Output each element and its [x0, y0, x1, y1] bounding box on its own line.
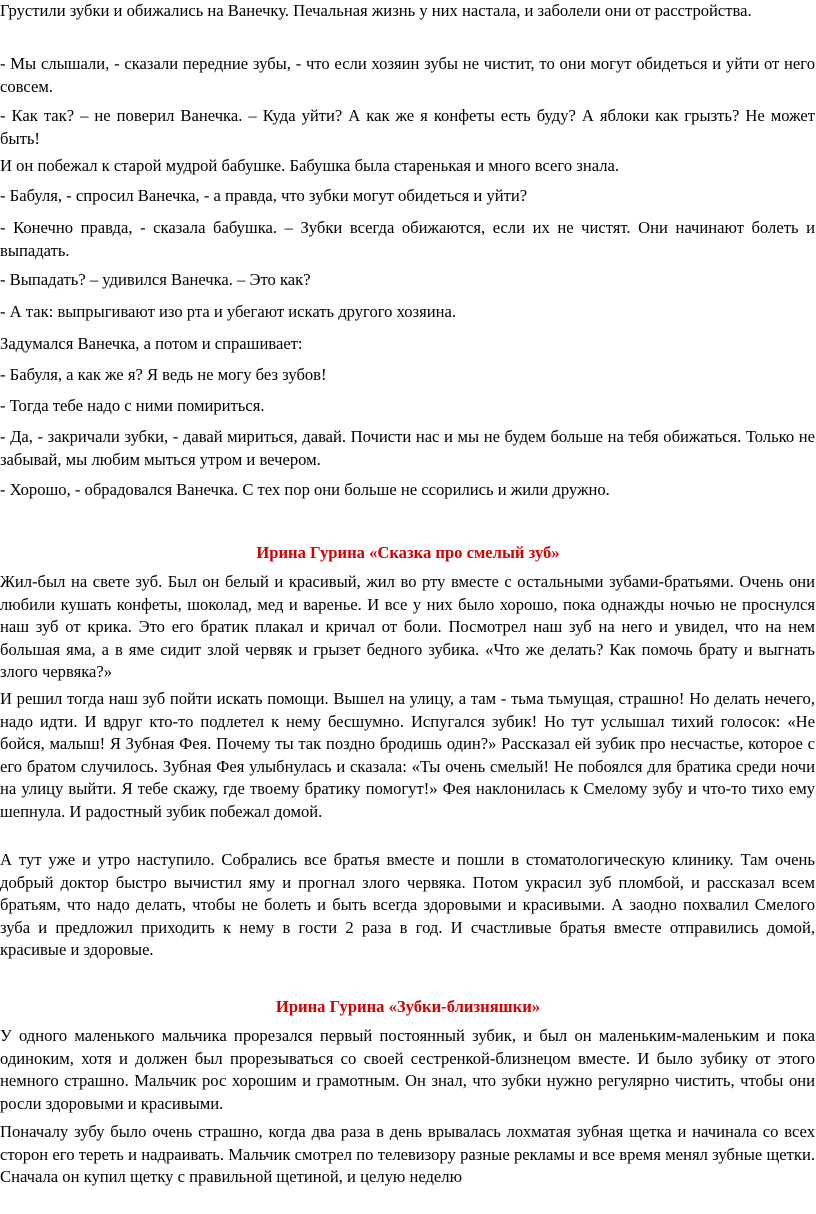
paragraph: - Хорошо, - обрадовался Ванечка. С тех пор они больше не ссорились и жили дружно. [0, 480, 610, 499]
paragraph: Задумался Ванечка, а потом и спрашивает: [0, 334, 303, 353]
story-heading: Ирина Гурина «Сказка про смелый зуб» [256, 543, 560, 562]
paragraph: - Мы слышали, - сказали передние зубы, - что если хозяин зубы не чистит, то они могут обидеться и уйти от него совсем. [0, 54, 815, 96]
paragraph: - Конечно правда, - сказала бабушка. – Зубки всегда обижаются, если их не чистят. Они начинают болеть и выпадать. [0, 218, 815, 260]
paragraph: А тут уже и утро наступило. Собрались все братья вместе и пошли в стоматологическую клинику. Там очень добрый доктор быстро вычистил яму и прогнал злого червяка. Потом украсил зуб пломбой, и рассказал всем братьям, что надо делать, чтобы не болеть и быть всегда здоровыми и красивыми. А заодно похвалил Смелого зуба и предложил приходить к нему в гости 2 раза в год. И счастливые братья вместе отправились домой, красивые и здоровые. [0, 850, 815, 959]
paragraph: - Бабуля, а как же я? Я ведь не могу без зубов! [0, 365, 327, 384]
paragraph: И решил тогда наш зуб пойти искать помощи. Вышел на улицу, а там - тьма тьмущая, страшно! Но делать нечего, надо идти. И вдруг кто-то подлетел к нему бесшумно. Испугался зубик! Но тут услышал тихий голосок: «Не бойся, малыш! Я Зубная Фея. Почему ты так поздно бродишь один?» Рассказал ей зубик про несчастье, которое с его братом случилось. Зубная Фея улыбнулась и сказала: «Ты очень смелый! Не побоялся для братика среди ночи на улицу выйти. Я тебе скажу, где твоему братику помогут!» Фея наклонилась к Смелому зубу и что-то тихо ему шепнула. И радостный зубик побежал домой. [0, 689, 815, 821]
paragraph: - Как так? – не поверил Ванечка. – Куда уйти? А как же я конфеты есть буду? А яблоки как грызть? Не может быть! [0, 106, 815, 148]
paragraph: - Выпадать? – удивился Ванечка. – Это как? [0, 270, 311, 289]
paragraph: - Да, - закричали зубки, - давай мириться, давай. Почисти нас и мы не будем больше на тебя обижаться. Только не забывай, мы любим мыться утром и вечером. [0, 427, 815, 469]
paragraph: У одного маленького мальчика прорезался первый постоянный зубик, и был он маленьким-маленьким и пока одиноким, хотя и должен был прорезываться со своей сестренкой-близнецом вместе. И было зубику от этого немного страшно. Мальчик рос хорошим и грамотным. Он знал, что зубки нужно регулярно чистить, чтобы они росли здоровыми и красивыми. [0, 1026, 815, 1113]
paragraph: Поначалу зубу было очень страшно, когда два раза в день врывалась лохматая зубная щетка и начинала со всех сторон его тереть и надраивать. Мальчик смотрел по телевизору разные рекламы и все время менял зубные щетки. Сначала он купил щетку с правильной щетиной, и целую неделю [0, 1122, 815, 1186]
paragraph: И он побежал к старой мудрой бабушке. Бабушка была старенькая и много всего знала. [0, 156, 619, 175]
paragraph: Грустили зубки и обижались на Ванечку. Печальная жизнь у них настала, и заболели они от расстройства. [0, 1, 752, 20]
paragraph: - Тогда тебе надо с ними помириться. [0, 396, 265, 415]
story-heading: Ирина Гурина «Зубки-близняшки» [275, 997, 541, 1016]
paragraph: - А так: выпрыгивают изо рта и убегают искать другого хозяина. [0, 302, 457, 321]
paragraph: - Бабуля, - спросил Ванечка, - а правда, что зубки могут обидеться и уйти? [0, 186, 528, 205]
paragraph: Жил-был на свете зуб. Был он белый и красивый, жил во рту вместе с остальными зубами-братьями. Очень они любили кушать конфеты, шоколад, мед и варенье. И все у них было хорошо, пока однажды ночью не проснулся наш зуб от крика. Это его братик плакал и кричал от боли. Посмотрел наш зуб на него и увидел, что на нем большая яма, а в яме сидит злой червяк и грызет бедного зубика. «Что же делать? Как помочь брату и выгнать злого червяка?» [0, 572, 815, 681]
